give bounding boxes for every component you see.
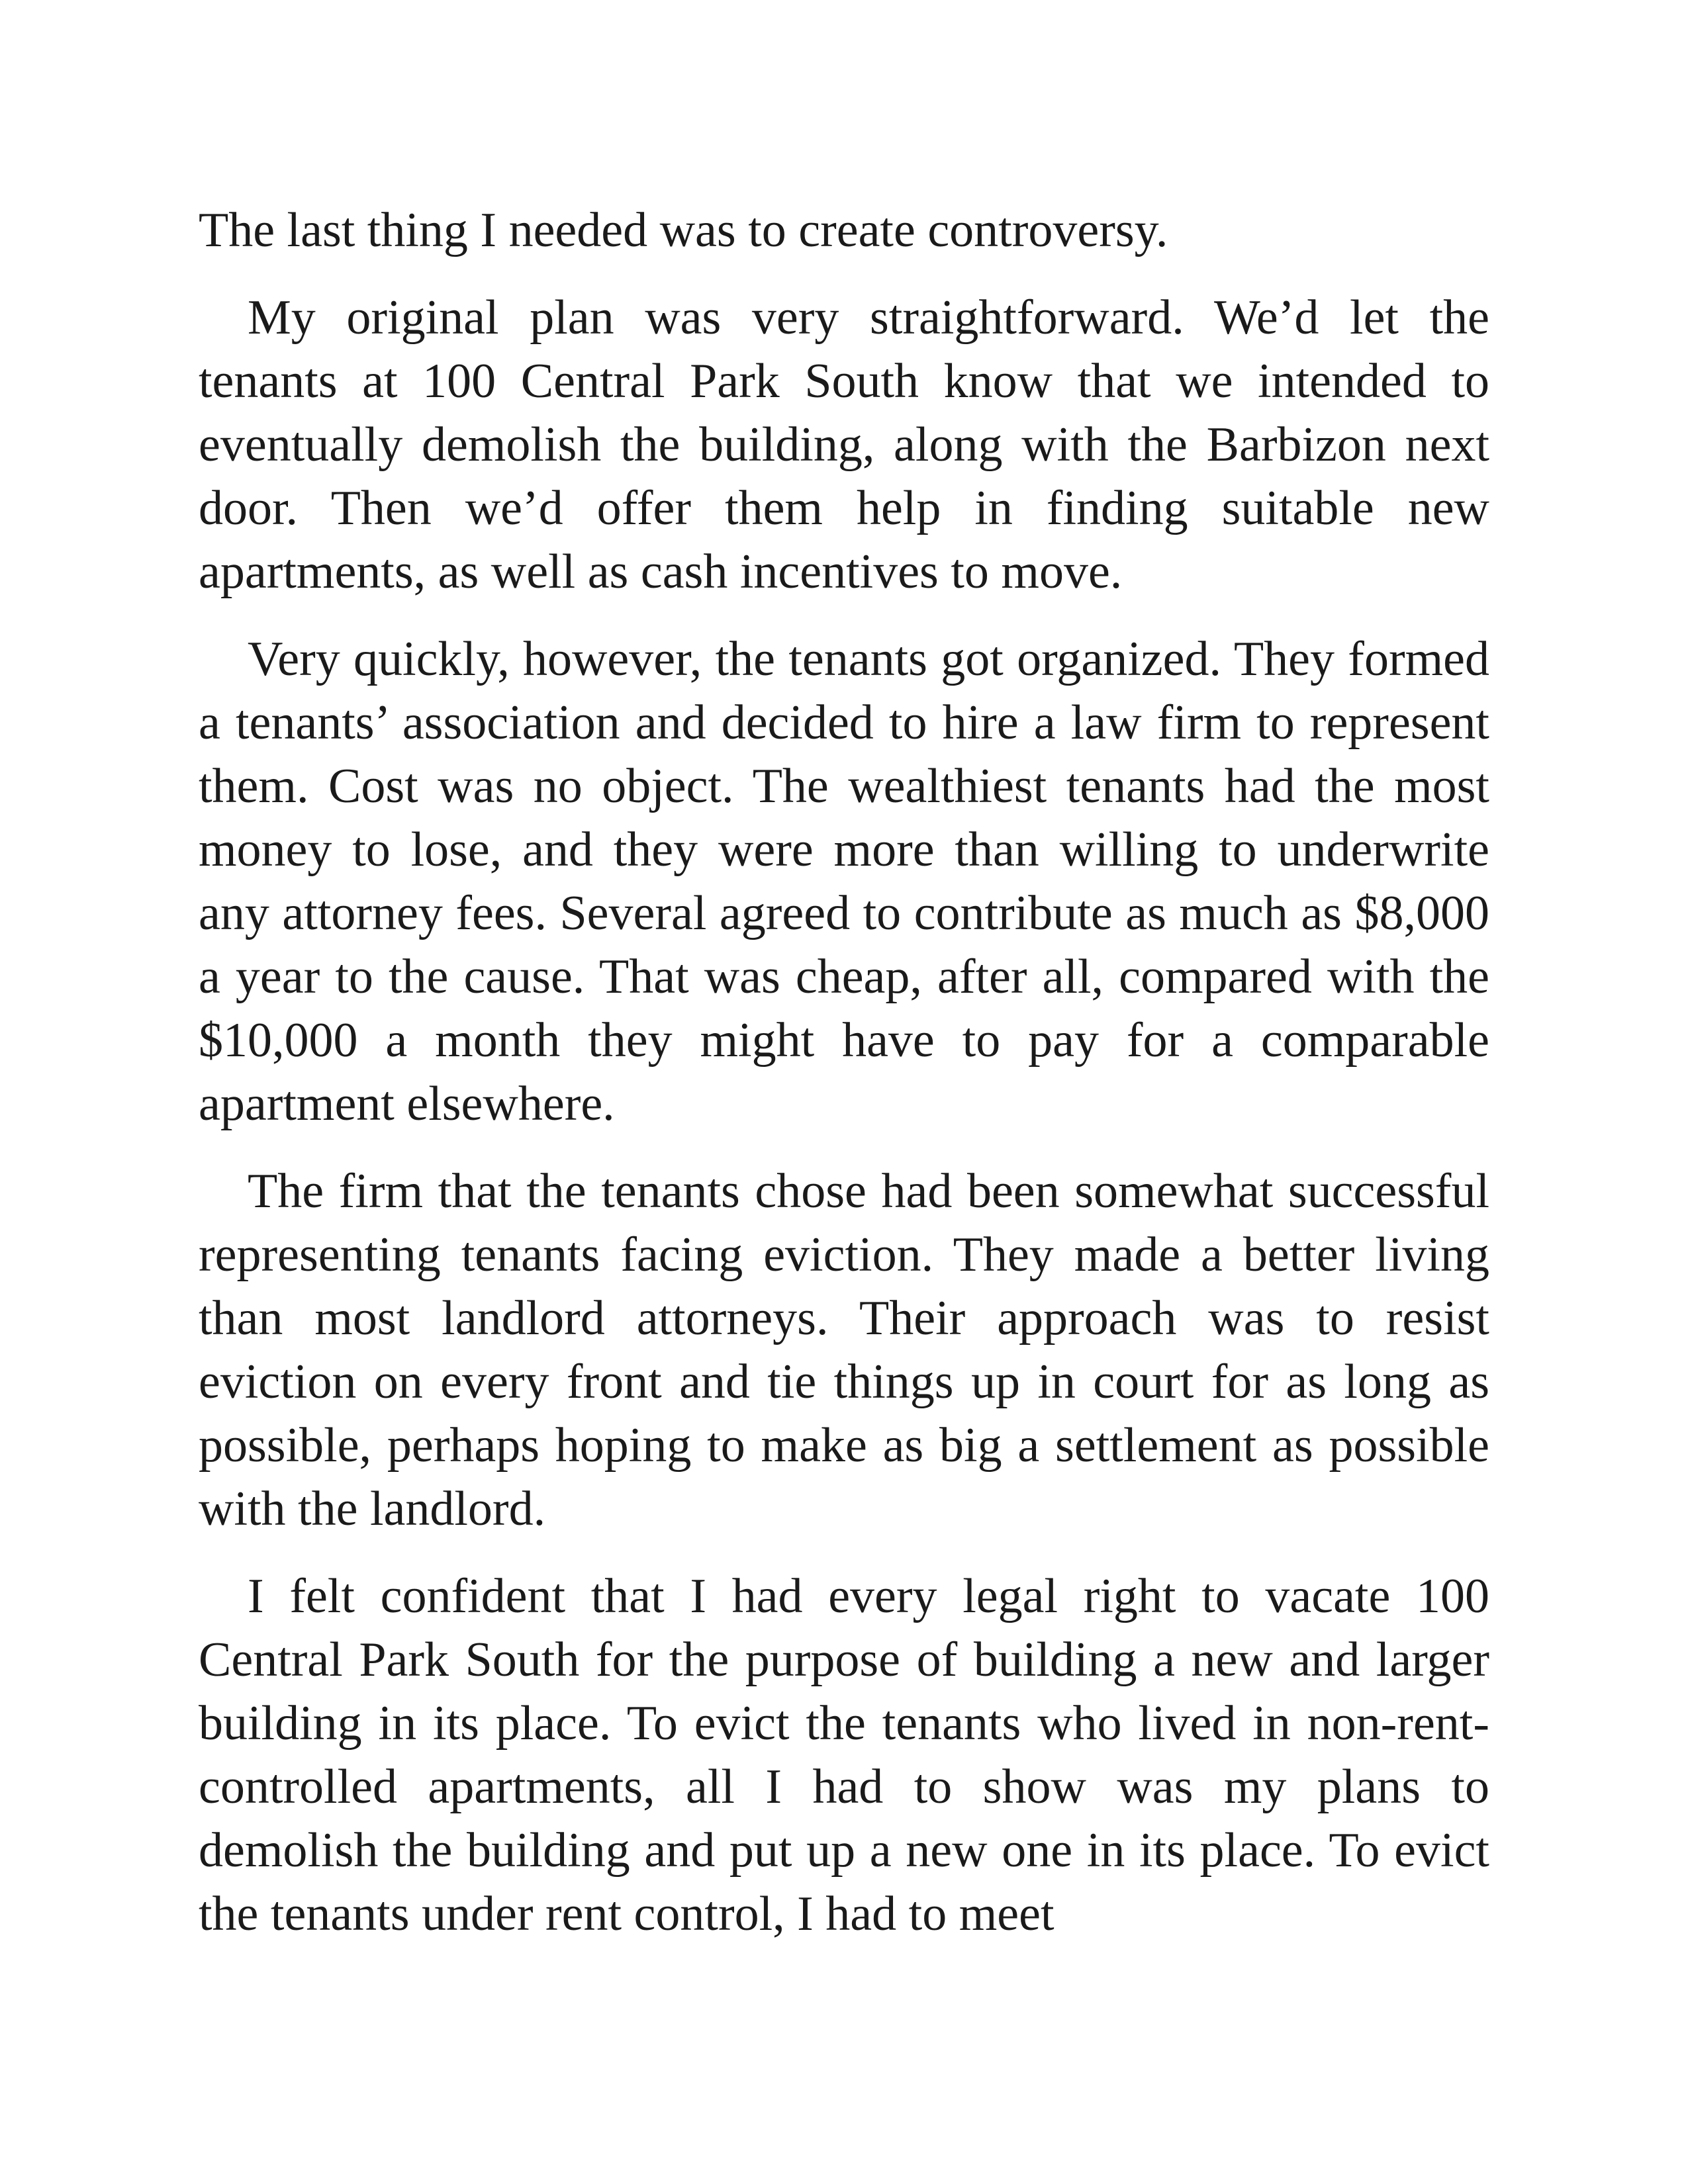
- paragraph-4: The firm that the tenants chose had been somewhat successful representing tenants facing eviction. They made a better living than most landlord attorneys. Their approach was to resist eviction on every front and tie things up in court for as long as possible, perhaps hoping to make as big a settlement as possible with the landlord.: [199, 1164, 1489, 1536]
- paragraph-3: Very quickly, however, the tenants got organized. They formed a tenants’ association and decided to hire a law firm to represent them. Cost was no object. The wealthiest tenants had the most money to lose, and they were more than willing to underwrite any attorney fees. Several agreed to contribute as much as $8,000 a year to the cause. That was cheap, after all, compared with the $10,000 a month they might have to pay for a comparable apartment elsewhere.: [199, 632, 1489, 1131]
- body-text: [199, 199, 1489, 1970]
- paragraph-2: My original plan was very straightforward. We’d let the tenants at 100 Central Park South know that we intended to eventually demolish the building, along with the Barbizon next door. Then we’d offer them help in finding suitable new apartments, as well as cash incentives to move.: [199, 291, 1489, 599]
- paragraph-1: The last thing I needed was to create controversy.: [199, 203, 1168, 257]
- paragraph-5: I felt confident that I had every legal right to vacate 100 Central Park South for the purpose of building a new and larger building in its place. To evict the tenants who lived in non-rent-controlled apartments, all I had to show was my plans to demolish the building and put up a new one in its place. To evict the tenants under rent control, I had to meet: [199, 1569, 1489, 1941]
